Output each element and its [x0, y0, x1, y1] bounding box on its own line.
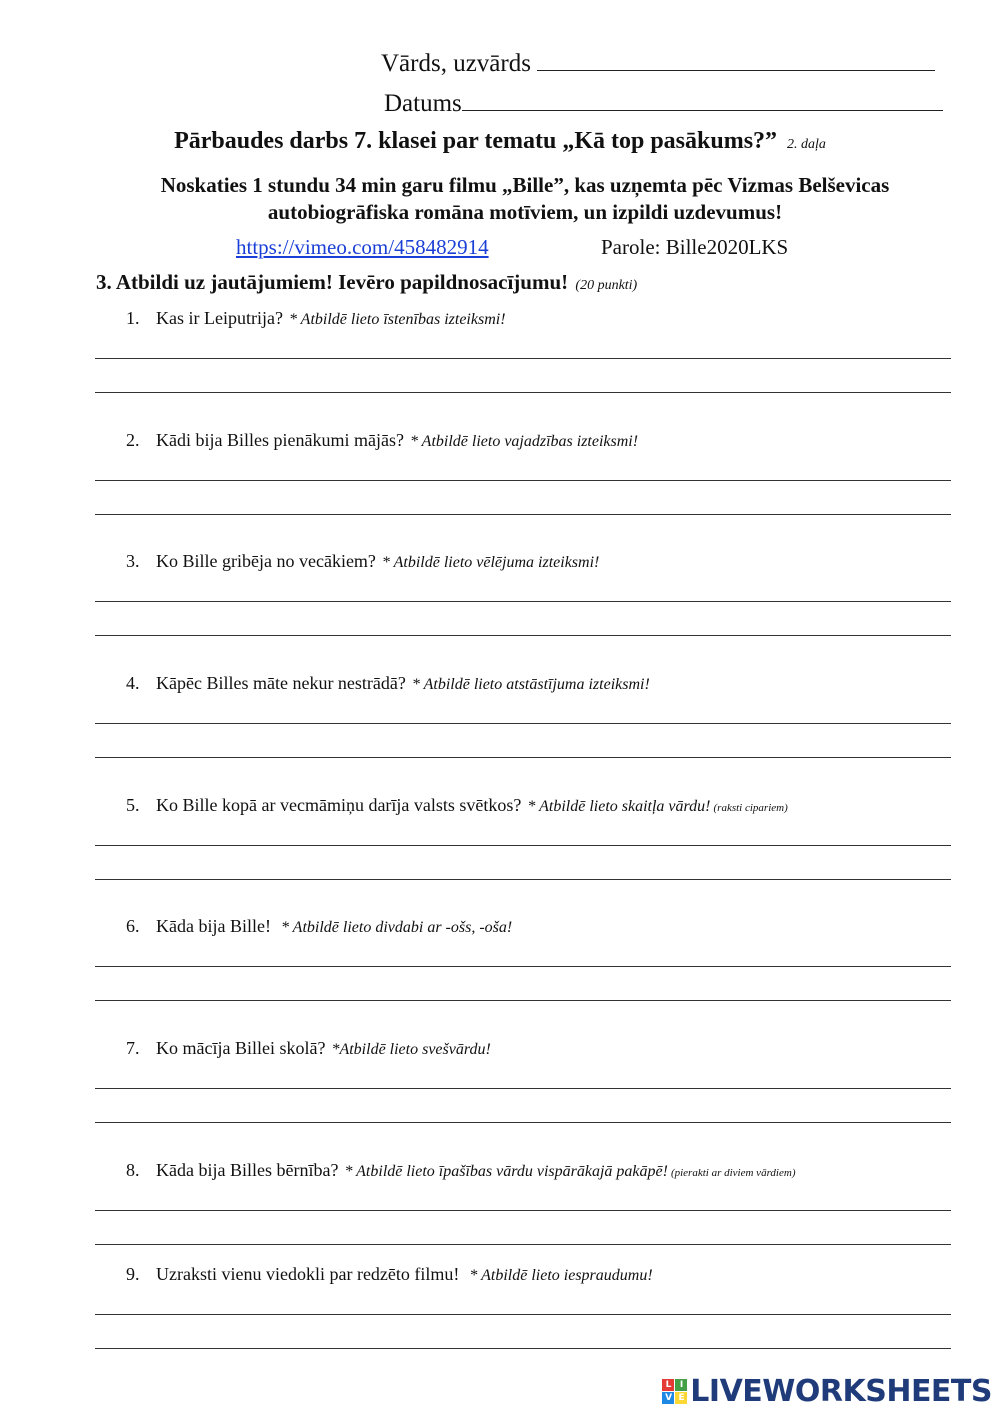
- answer-line[interactable]: [95, 514, 951, 515]
- answer-line[interactable]: [95, 757, 951, 758]
- question-text: Uzraksti vienu viedokli par redzēto filmu!: [156, 1264, 460, 1284]
- answer-line[interactable]: [95, 1000, 951, 1001]
- answer-line[interactable]: [95, 1122, 951, 1123]
- password-text: Parole: Bille2020LKS: [601, 235, 789, 259]
- logo-badge-icon: [662, 1379, 687, 1404]
- logo-badge-letter: E: [675, 1392, 687, 1404]
- answer-line[interactable]: [95, 1210, 951, 1211]
- question-hint: * Atbildē lieto vēlējuma izteiksmi!: [381, 554, 600, 571]
- video-link-row: [236, 235, 489, 260]
- question-number: 6.: [126, 916, 140, 936]
- intro-text: Noskaties 1 stundu 34 min garu filmu „Bille”, kas uzņemta pēc Vizmas Belševicas autobiogrāfiska romāna motīviem, un izpildi uzdevumus!: [160, 173, 890, 224]
- question-9: [126, 1264, 653, 1285]
- question-2: [126, 430, 638, 451]
- section-title: 3. Atbildi uz jautājumiem! Ievēro papildnosacījumu!: [96, 270, 569, 294]
- liveworksheets-logo: [662, 1374, 992, 1409]
- question-number: 8.: [126, 1160, 140, 1180]
- answer-line[interactable]: [95, 1314, 951, 1315]
- name-field[interactable]: [537, 48, 935, 71]
- question-8: [126, 1160, 795, 1181]
- question-text: Ko mācīja Billei skolā?: [156, 1038, 326, 1058]
- logo-badge-letter: L: [662, 1379, 674, 1391]
- answer-line[interactable]: [95, 358, 951, 359]
- answer-line[interactable]: [95, 966, 951, 967]
- question-hint: * Atbildē lieto skaitļa vārdu!: [527, 798, 711, 815]
- question-hint: * Atbildē lieto divdabi ar -ošs, -oša!: [276, 919, 513, 936]
- question-text: Kāda bija Billes bērnība?: [156, 1160, 339, 1180]
- question-6: [126, 916, 512, 937]
- question-hint: * Atbildē lieto īstenības izteiksmi!: [288, 311, 506, 328]
- question-hint: * Atbildē lieto īpašības vārdu vispārākajā pakāpē!: [344, 1163, 668, 1180]
- date-label: Datums: [384, 90, 462, 117]
- question-number: 9.: [126, 1264, 140, 1284]
- answer-line[interactable]: [95, 635, 951, 636]
- question-hint: * Atbildē lieto iespraudumu!: [465, 1267, 653, 1284]
- question-number: 2.: [126, 430, 140, 450]
- question-3: [126, 551, 599, 572]
- title-part: 2. daļa: [787, 137, 826, 152]
- question-1: [126, 308, 506, 329]
- question-5: [126, 795, 788, 816]
- question-text: Kāda bija Bille!: [156, 916, 271, 936]
- answer-line[interactable]: [95, 723, 951, 724]
- logo-badge-letter: I: [675, 1379, 687, 1391]
- answer-line[interactable]: [95, 1348, 951, 1349]
- name-label: Vārds, uzvārds: [381, 50, 531, 77]
- question-7: [126, 1038, 491, 1059]
- question-text: Kādi bija Billes pienākumi mājās?: [156, 430, 404, 450]
- question-text: Ko Bille kopā ar vecmāmiņu darīja valsts svētkos?: [156, 795, 522, 815]
- logo-badge-letter: V: [662, 1392, 674, 1404]
- question-number: 3.: [126, 551, 140, 571]
- question-hint: * Atbildē lieto vajadzības izteiksmi!: [409, 433, 639, 450]
- question-number: 4.: [126, 673, 140, 693]
- answer-line[interactable]: [95, 845, 951, 846]
- title-main: Pārbaudes darbs 7. klasei par tematu „Kā top pasākums?”: [174, 128, 778, 154]
- date-field[interactable]: [462, 88, 943, 111]
- question-text: Kāpēc Billes māte nekur nestrādā?: [156, 673, 406, 693]
- question-note: (raksti cipariem): [713, 802, 788, 814]
- answer-line[interactable]: [95, 1244, 951, 1245]
- answer-line[interactable]: [95, 601, 951, 602]
- section-points: (20 punkti): [575, 278, 638, 293]
- question-number: 7.: [126, 1038, 140, 1058]
- logo-text: LIVEWORKSHEETS: [690, 1374, 992, 1409]
- answer-line[interactable]: [95, 879, 951, 880]
- date-row: [384, 88, 943, 118]
- answer-line[interactable]: [95, 392, 951, 393]
- question-text: Kas ir Leiputrija?: [156, 308, 283, 328]
- question-number: 5.: [126, 795, 140, 815]
- section-heading: [96, 270, 637, 295]
- question-number: 1.: [126, 308, 140, 328]
- page-title: [0, 128, 1000, 155]
- question-hint: *Atbildē lieto svešvārdu!: [331, 1041, 491, 1058]
- name-row: [381, 48, 935, 78]
- question-note: (pierakti ar diviem vārdiem): [670, 1167, 796, 1179]
- question-hint: * Atbildē lieto atstāstījuma izteiksmi!: [411, 676, 650, 693]
- answer-line[interactable]: [95, 1088, 951, 1089]
- question-text: Ko Bille gribēja no vecākiem?: [156, 551, 376, 571]
- question-4: [126, 673, 650, 694]
- video-link[interactable]: https://vimeo.com/458482914: [236, 235, 489, 259]
- answer-line[interactable]: [95, 480, 951, 481]
